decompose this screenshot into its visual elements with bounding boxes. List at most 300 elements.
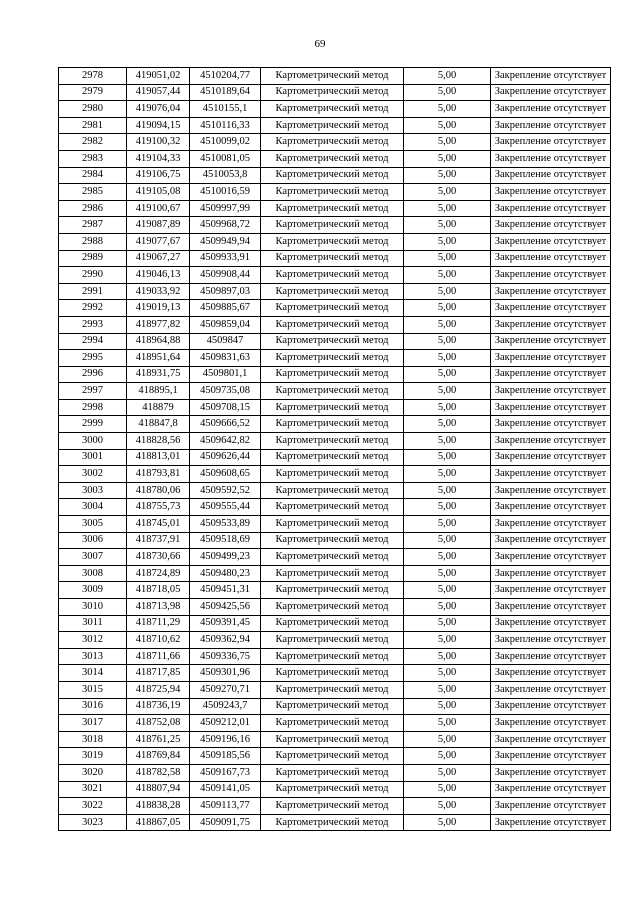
table-row (59, 399, 611, 416)
table-row (59, 200, 611, 217)
point-number-cell: 2982 (59, 134, 127, 151)
table-row (59, 482, 611, 499)
y-coordinate-cell: 4509997,99 (190, 200, 261, 217)
table-row (59, 433, 611, 450)
fixing-cell: Закрепление отсутствует (491, 68, 611, 85)
method-cell: Картометрический метод (261, 781, 404, 798)
accuracy-cell: 5,00 (404, 532, 491, 549)
x-coordinate-cell: 419057,44 (127, 84, 190, 101)
fixing-cell: Закрепление отсутствует (491, 366, 611, 383)
x-coordinate-cell: 418780,06 (127, 482, 190, 499)
x-coordinate-cell: 418813,01 (127, 449, 190, 466)
fixing-cell: Закрепление отсутствует (491, 416, 611, 433)
method-cell: Картометрический метод (261, 516, 404, 533)
table-row (59, 316, 611, 333)
point-number-cell: 3018 (59, 731, 127, 748)
x-coordinate-cell: 419051,02 (127, 68, 190, 85)
y-coordinate-cell: 4510155,1 (190, 101, 261, 118)
table-row (59, 416, 611, 433)
method-cell: Картометрический метод (261, 68, 404, 85)
point-number-cell: 3004 (59, 499, 127, 516)
method-cell: Картометрический метод (261, 482, 404, 499)
fixing-cell: Закрепление отсутствует (491, 134, 611, 151)
accuracy-cell: 5,00 (404, 200, 491, 217)
x-coordinate-cell: 418847,8 (127, 416, 190, 433)
accuracy-cell: 5,00 (404, 134, 491, 151)
method-cell: Картометрический метод (261, 798, 404, 815)
x-coordinate-cell: 419104,33 (127, 150, 190, 167)
accuracy-cell: 5,00 (404, 698, 491, 715)
accuracy-cell: 5,00 (404, 366, 491, 383)
accuracy-cell: 5,00 (404, 499, 491, 516)
y-coordinate-cell: 4509885,67 (190, 300, 261, 317)
point-number-cell: 3011 (59, 615, 127, 632)
y-coordinate-cell: 4509897,03 (190, 283, 261, 300)
fixing-cell: Закрепление отсутствует (491, 233, 611, 250)
x-coordinate-cell: 418838,28 (127, 798, 190, 815)
y-coordinate-cell: 4509968,72 (190, 217, 261, 234)
y-coordinate-cell: 4509196,16 (190, 731, 261, 748)
point-number-cell: 2999 (59, 416, 127, 433)
x-coordinate-cell: 419106,75 (127, 167, 190, 184)
point-number-cell: 3015 (59, 681, 127, 698)
x-coordinate-cell: 419094,15 (127, 117, 190, 134)
table-row (59, 449, 611, 466)
method-cell: Картометрический метод (261, 715, 404, 732)
y-coordinate-cell: 4509243,7 (190, 698, 261, 715)
x-coordinate-cell: 419087,89 (127, 217, 190, 234)
x-coordinate-cell: 418807,94 (127, 781, 190, 798)
accuracy-cell: 5,00 (404, 715, 491, 732)
fixing-cell: Закрепление отсутствует (491, 549, 611, 566)
accuracy-cell: 5,00 (404, 466, 491, 483)
accuracy-cell: 5,00 (404, 350, 491, 367)
x-coordinate-cell: 419019,13 (127, 300, 190, 317)
x-coordinate-cell: 418752,08 (127, 715, 190, 732)
y-coordinate-cell: 4509642,82 (190, 433, 261, 450)
point-number-cell: 3001 (59, 449, 127, 466)
y-coordinate-cell: 4510099,02 (190, 134, 261, 151)
fixing-cell: Закрепление отсутствует (491, 333, 611, 350)
method-cell: Картометрический метод (261, 499, 404, 516)
table-row (59, 383, 611, 400)
x-coordinate-cell: 418793,81 (127, 466, 190, 483)
point-number-cell: 2978 (59, 68, 127, 85)
y-coordinate-cell: 4509533,89 (190, 516, 261, 533)
accuracy-cell: 5,00 (404, 399, 491, 416)
x-coordinate-cell: 418867,05 (127, 814, 190, 831)
table-row (59, 748, 611, 765)
point-number-cell: 2981 (59, 117, 127, 134)
table-row (59, 615, 611, 632)
fixing-cell: Закрепление отсутствует (491, 383, 611, 400)
x-coordinate-cell: 418755,73 (127, 499, 190, 516)
table-row (59, 184, 611, 201)
method-cell: Картометрический метод (261, 599, 404, 616)
method-cell: Картометрический метод (261, 383, 404, 400)
table-row (59, 582, 611, 599)
accuracy-cell: 5,00 (404, 283, 491, 300)
method-cell: Картометрический метод (261, 416, 404, 433)
accuracy-cell: 5,00 (404, 68, 491, 85)
method-cell: Картометрический метод (261, 582, 404, 599)
x-coordinate-cell: 419067,27 (127, 250, 190, 267)
method-cell: Картометрический метод (261, 150, 404, 167)
point-number-cell: 3002 (59, 466, 127, 483)
method-cell: Картометрический метод (261, 366, 404, 383)
y-coordinate-cell: 4509608,65 (190, 466, 261, 483)
accuracy-cell: 5,00 (404, 250, 491, 267)
fixing-cell: Закрепление отсутствует (491, 599, 611, 616)
y-coordinate-cell: 4509666,52 (190, 416, 261, 433)
method-cell: Картометрический метод (261, 466, 404, 483)
accuracy-cell: 5,00 (404, 565, 491, 582)
y-coordinate-cell: 4509391,45 (190, 615, 261, 632)
y-coordinate-cell: 4509362,94 (190, 632, 261, 649)
y-coordinate-cell: 4509425,56 (190, 599, 261, 616)
table-row (59, 499, 611, 516)
point-number-cell: 3022 (59, 798, 127, 815)
y-coordinate-cell: 4509933,91 (190, 250, 261, 267)
method-cell: Картометрический метод (261, 532, 404, 549)
accuracy-cell: 5,00 (404, 681, 491, 698)
fixing-cell: Закрепление отсутствует (491, 615, 611, 632)
method-cell: Картометрический метод (261, 184, 404, 201)
table-row (59, 350, 611, 367)
method-cell: Картометрический метод (261, 698, 404, 715)
table-row (59, 798, 611, 815)
y-coordinate-cell: 4510016,59 (190, 184, 261, 201)
accuracy-cell: 5,00 (404, 615, 491, 632)
accuracy-cell: 5,00 (404, 482, 491, 499)
fixing-cell: Закрепление отсутствует (491, 449, 611, 466)
method-cell: Картометрический метод (261, 764, 404, 781)
method-cell: Картометрический метод (261, 814, 404, 831)
table-row (59, 632, 611, 649)
fixing-cell: Закрепление отсутствует (491, 698, 611, 715)
accuracy-cell: 5,00 (404, 416, 491, 433)
fixing-cell: Закрепление отсутствует (491, 532, 611, 549)
y-coordinate-cell: 4509708,15 (190, 399, 261, 416)
accuracy-cell: 5,00 (404, 316, 491, 333)
table-row (59, 565, 611, 582)
method-cell: Картометрический метод (261, 283, 404, 300)
y-coordinate-cell: 4509555,44 (190, 499, 261, 516)
y-coordinate-cell: 4509480,23 (190, 565, 261, 582)
fixing-cell: Закрепление отсутствует (491, 466, 611, 483)
method-cell: Картометрический метод (261, 632, 404, 649)
table-row (59, 300, 611, 317)
fixing-cell: Закрепление отсутствует (491, 764, 611, 781)
accuracy-cell: 5,00 (404, 632, 491, 649)
y-coordinate-cell: 4510116,33 (190, 117, 261, 134)
point-number-cell: 2992 (59, 300, 127, 317)
method-cell: Картометрический метод (261, 84, 404, 101)
fixing-cell: Закрепление отсутствует (491, 781, 611, 798)
accuracy-cell: 5,00 (404, 167, 491, 184)
y-coordinate-cell: 4509113,77 (190, 798, 261, 815)
table-row (59, 117, 611, 134)
point-number-cell: 2979 (59, 84, 127, 101)
accuracy-cell: 5,00 (404, 101, 491, 118)
accuracy-cell: 5,00 (404, 798, 491, 815)
accuracy-cell: 5,00 (404, 549, 491, 566)
y-coordinate-cell: 4510189,64 (190, 84, 261, 101)
table-row (59, 466, 611, 483)
fixing-cell: Закрепление отсутствует (491, 267, 611, 284)
point-number-cell: 3006 (59, 532, 127, 549)
fixing-cell: Закрепление отсутствует (491, 632, 611, 649)
y-coordinate-cell: 4509908,44 (190, 267, 261, 284)
point-number-cell: 2995 (59, 350, 127, 367)
x-coordinate-cell: 418951,64 (127, 350, 190, 367)
y-coordinate-cell: 4509499,23 (190, 549, 261, 566)
x-coordinate-cell: 418718,05 (127, 582, 190, 599)
fixing-cell: Закрепление отсутствует (491, 184, 611, 201)
point-number-cell: 2984 (59, 167, 127, 184)
y-coordinate-cell: 4509831,63 (190, 350, 261, 367)
accuracy-cell: 5,00 (404, 383, 491, 400)
x-coordinate-cell: 418725,94 (127, 681, 190, 698)
point-number-cell: 2993 (59, 316, 127, 333)
y-coordinate-cell: 4509167,73 (190, 764, 261, 781)
table-row (59, 731, 611, 748)
table-row (59, 764, 611, 781)
point-number-cell: 3012 (59, 632, 127, 649)
fixing-cell: Закрепление отсутствует (491, 681, 611, 698)
table-row (59, 167, 611, 184)
point-number-cell: 2991 (59, 283, 127, 300)
x-coordinate-cell: 418710,62 (127, 632, 190, 649)
point-number-cell: 3021 (59, 781, 127, 798)
method-cell: Картометрический метод (261, 350, 404, 367)
fixing-cell: Закрепление отсутствует (491, 516, 611, 533)
accuracy-cell: 5,00 (404, 217, 491, 234)
x-coordinate-cell: 418737,91 (127, 532, 190, 549)
accuracy-cell: 5,00 (404, 731, 491, 748)
fixing-cell: Закрепление отсутствует (491, 731, 611, 748)
table-row (59, 814, 611, 831)
point-number-cell: 2980 (59, 101, 127, 118)
table-row (59, 101, 611, 118)
x-coordinate-cell: 418828,56 (127, 433, 190, 450)
point-number-cell: 2994 (59, 333, 127, 350)
accuracy-cell: 5,00 (404, 433, 491, 450)
method-cell: Картометрический метод (261, 134, 404, 151)
accuracy-cell: 5,00 (404, 781, 491, 798)
x-coordinate-cell: 418730,66 (127, 549, 190, 566)
x-coordinate-cell: 418895,1 (127, 383, 190, 400)
x-coordinate-cell: 418711,29 (127, 615, 190, 632)
fixing-cell: Закрепление отсутствует (491, 283, 611, 300)
method-cell: Картометрический метод (261, 117, 404, 134)
accuracy-cell: 5,00 (404, 300, 491, 317)
x-coordinate-cell: 418761,25 (127, 731, 190, 748)
method-cell: Картометрический метод (261, 565, 404, 582)
y-coordinate-cell: 4509592,52 (190, 482, 261, 499)
method-cell: Картометрический метод (261, 167, 404, 184)
table-row (59, 532, 611, 549)
table-row (59, 333, 611, 350)
fixing-cell: Закрепление отсутствует (491, 117, 611, 134)
table-row (59, 516, 611, 533)
fixing-cell: Закрепление отсутствует (491, 648, 611, 665)
y-coordinate-cell: 4510204,77 (190, 68, 261, 85)
y-coordinate-cell: 4509091,75 (190, 814, 261, 831)
page-number: 69 (314, 38, 326, 50)
table-row (59, 549, 611, 566)
x-coordinate-cell: 418713,98 (127, 599, 190, 616)
accuracy-cell: 5,00 (404, 449, 491, 466)
y-coordinate-cell: 4509185,56 (190, 748, 261, 765)
point-number-cell: 2997 (59, 383, 127, 400)
x-coordinate-cell: 418964,88 (127, 333, 190, 350)
accuracy-cell: 5,00 (404, 117, 491, 134)
point-number-cell: 3000 (59, 433, 127, 450)
fixing-cell: Закрепление отсутствует (491, 217, 611, 234)
method-cell: Картометрический метод (261, 101, 404, 118)
table-row (59, 150, 611, 167)
method-cell: Картометрический метод (261, 399, 404, 416)
y-coordinate-cell: 4509859,04 (190, 316, 261, 333)
fixing-cell: Закрепление отсутствует (491, 715, 611, 732)
point-number-cell: 3017 (59, 715, 127, 732)
table-row (59, 84, 611, 101)
fixing-cell: Закрепление отсутствует (491, 399, 611, 416)
accuracy-cell: 5,00 (404, 267, 491, 284)
point-number-cell: 3016 (59, 698, 127, 715)
accuracy-cell: 5,00 (404, 599, 491, 616)
accuracy-cell: 5,00 (404, 748, 491, 765)
fixing-cell: Закрепление отсутствует (491, 250, 611, 267)
accuracy-cell: 5,00 (404, 150, 491, 167)
point-number-cell: 2986 (59, 200, 127, 217)
point-number-cell: 3019 (59, 748, 127, 765)
method-cell: Картометрический метод (261, 433, 404, 450)
method-cell: Картометрический метод (261, 681, 404, 698)
method-cell: Картометрический метод (261, 665, 404, 682)
fixing-cell: Закрепление отсутствует (491, 798, 611, 815)
point-number-cell: 2998 (59, 399, 127, 416)
x-coordinate-cell: 419100,32 (127, 134, 190, 151)
table-row (59, 781, 611, 798)
fixing-cell: Закрепление отсутствует (491, 565, 611, 582)
point-number-cell: 3007 (59, 549, 127, 566)
x-coordinate-cell: 419033,92 (127, 283, 190, 300)
accuracy-cell: 5,00 (404, 582, 491, 599)
y-coordinate-cell: 4509141,05 (190, 781, 261, 798)
x-coordinate-cell: 418736,19 (127, 698, 190, 715)
fixing-cell: Закрепление отсутствует (491, 300, 611, 317)
point-number-cell: 2996 (59, 366, 127, 383)
y-coordinate-cell: 4509735,08 (190, 383, 261, 400)
y-coordinate-cell: 4510053,8 (190, 167, 261, 184)
x-coordinate-cell: 418769,84 (127, 748, 190, 765)
point-number-cell: 3009 (59, 582, 127, 599)
x-coordinate-cell: 418745,01 (127, 516, 190, 533)
point-number-cell: 3014 (59, 665, 127, 682)
table-row (59, 648, 611, 665)
table-row (59, 250, 611, 267)
x-coordinate-cell: 419076,04 (127, 101, 190, 118)
table-row (59, 698, 611, 715)
method-cell: Картометрический метод (261, 267, 404, 284)
point-number-cell: 3013 (59, 648, 127, 665)
table-row (59, 283, 611, 300)
y-coordinate-cell: 4509336,75 (190, 648, 261, 665)
x-coordinate-cell: 419100,67 (127, 200, 190, 217)
x-coordinate-cell: 418931,75 (127, 366, 190, 383)
table-row (59, 681, 611, 698)
fixing-cell: Закрепление отсутствует (491, 499, 611, 516)
y-coordinate-cell: 4509301,96 (190, 665, 261, 682)
point-number-cell: 3023 (59, 814, 127, 831)
x-coordinate-cell: 419077,67 (127, 233, 190, 250)
accuracy-cell: 5,00 (404, 665, 491, 682)
x-coordinate-cell: 418711,66 (127, 648, 190, 665)
fixing-cell: Закрепление отсутствует (491, 814, 611, 831)
x-coordinate-cell: 418717,85 (127, 665, 190, 682)
method-cell: Картометрический метод (261, 250, 404, 267)
method-cell: Картометрический метод (261, 648, 404, 665)
point-number-cell: 3020 (59, 764, 127, 781)
point-number-cell: 2990 (59, 267, 127, 284)
x-coordinate-cell: 419105,08 (127, 184, 190, 201)
point-number-cell: 3010 (59, 599, 127, 616)
y-coordinate-cell: 4509212,01 (190, 715, 261, 732)
fixing-cell: Закрепление отсутствует (491, 84, 611, 101)
x-coordinate-cell: 418879 (127, 399, 190, 416)
point-number-cell: 2988 (59, 233, 127, 250)
table-row (59, 267, 611, 284)
y-coordinate-cell: 4510081,05 (190, 150, 261, 167)
point-number-cell: 3005 (59, 516, 127, 533)
coordinates-table-body (59, 68, 611, 831)
y-coordinate-cell: 4509949,94 (190, 233, 261, 250)
table-row (59, 233, 611, 250)
method-cell: Картометрический метод (261, 731, 404, 748)
method-cell: Картометрический метод (261, 549, 404, 566)
fixing-cell: Закрепление отсутствует (491, 482, 611, 499)
table-row (59, 599, 611, 616)
table-row (59, 217, 611, 234)
method-cell: Картометрический метод (261, 615, 404, 632)
fixing-cell: Закрепление отсутствует (491, 748, 611, 765)
table-row (59, 68, 611, 85)
fixing-cell: Закрепление отсутствует (491, 665, 611, 682)
x-coordinate-cell: 419046,13 (127, 267, 190, 284)
y-coordinate-cell: 4509451,31 (190, 582, 261, 599)
fixing-cell: Закрепление отсутствует (491, 582, 611, 599)
x-coordinate-cell: 418977,82 (127, 316, 190, 333)
accuracy-cell: 5,00 (404, 233, 491, 250)
coordinates-table (58, 67, 611, 831)
method-cell: Картометрический метод (261, 233, 404, 250)
accuracy-cell: 5,00 (404, 333, 491, 350)
method-cell: Картометрический метод (261, 316, 404, 333)
x-coordinate-cell: 418782,58 (127, 764, 190, 781)
accuracy-cell: 5,00 (404, 814, 491, 831)
fixing-cell: Закрепление отсутствует (491, 150, 611, 167)
accuracy-cell: 5,00 (404, 516, 491, 533)
y-coordinate-cell: 4509801,1 (190, 366, 261, 383)
method-cell: Картометрический метод (261, 217, 404, 234)
accuracy-cell: 5,00 (404, 764, 491, 781)
accuracy-cell: 5,00 (404, 84, 491, 101)
fixing-cell: Закрепление отсутствует (491, 316, 611, 333)
accuracy-cell: 5,00 (404, 648, 491, 665)
point-number-cell: 2989 (59, 250, 127, 267)
